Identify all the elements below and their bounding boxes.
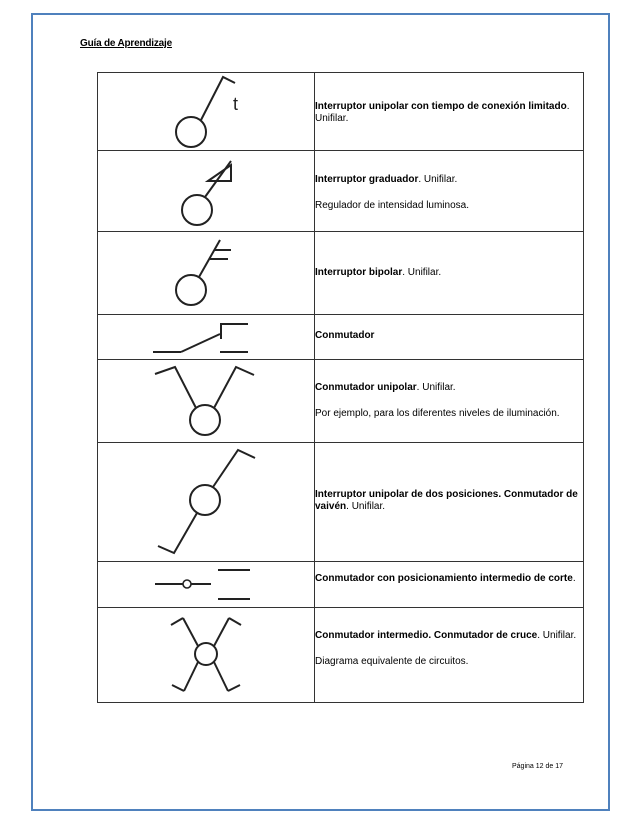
table-row (98, 151, 584, 232)
note: Regulador de intensidad luminosa. (315, 200, 469, 211)
unipolar-changeover-switch-icon (98, 360, 314, 442)
symbol-cell (98, 443, 315, 562)
symbol-cell (98, 151, 315, 232)
changeover-switch-icon (98, 315, 314, 359)
page-number: Página 12 de 17 (512, 763, 563, 770)
description-cell (315, 73, 584, 151)
symbol-label-t: t (233, 94, 239, 114)
symbols-table (97, 72, 584, 703)
note: Diagrama equivalente de circuitos. (315, 656, 469, 667)
term: Interruptor graduador (315, 174, 419, 185)
table-row (98, 608, 584, 703)
description-cell (315, 360, 584, 443)
term: Conmutador unipolar (315, 382, 417, 393)
term-suffix: . Unifilar. (537, 630, 577, 641)
term-suffix: . Unifilar. (402, 267, 442, 278)
description-cell (315, 315, 584, 360)
term: Conmutador (315, 330, 375, 341)
description-cell (315, 151, 584, 232)
graduated-switch-icon (98, 151, 314, 231)
note: Por ejemplo, para los diferentes niveles de iluminación. (315, 408, 560, 419)
intermediate-switch-icon (98, 608, 314, 702)
table-row (98, 562, 584, 608)
term: Conmutador con posicionamiento intermedio de corte (315, 573, 573, 584)
table-row (98, 232, 584, 315)
description-cell (315, 562, 584, 608)
symbol-cell (98, 360, 315, 443)
table-row (98, 315, 584, 360)
term: Conmutador intermedio. Conmutador de cruce (315, 630, 538, 641)
term-suffix: . Unifilar. (416, 382, 456, 393)
bipolar-switch-icon (98, 232, 314, 314)
term-suffix: . Unifilar. (418, 174, 458, 185)
symbol-cell (98, 232, 315, 315)
table-row (98, 360, 584, 443)
symbol-cell (98, 73, 315, 151)
symbol-cell (98, 315, 315, 360)
term-suffix: . (572, 573, 576, 584)
unipolar-timed-switch-icon (98, 73, 314, 150)
term: Interruptor unipolar de dos posiciones. Conmutador de vaivén (315, 489, 578, 512)
symbol-cell (98, 608, 315, 703)
description-cell (315, 443, 584, 562)
table-row (98, 443, 584, 562)
term-suffix: . Unifilar. (315, 101, 570, 124)
center-off-changeover-switch-icon (98, 562, 314, 607)
term: Interruptor unipolar con tiempo de conexión limitado (315, 101, 567, 112)
term-suffix: . Unifilar. (346, 501, 386, 512)
two-way-switch-icon (98, 443, 314, 561)
description-cell (315, 608, 584, 703)
table-row (98, 73, 584, 151)
page-header-title: Guía de Aprendizaje (80, 38, 172, 49)
term: Interruptor bipolar (315, 267, 403, 278)
description-cell (315, 232, 584, 315)
symbol-cell (98, 562, 315, 608)
